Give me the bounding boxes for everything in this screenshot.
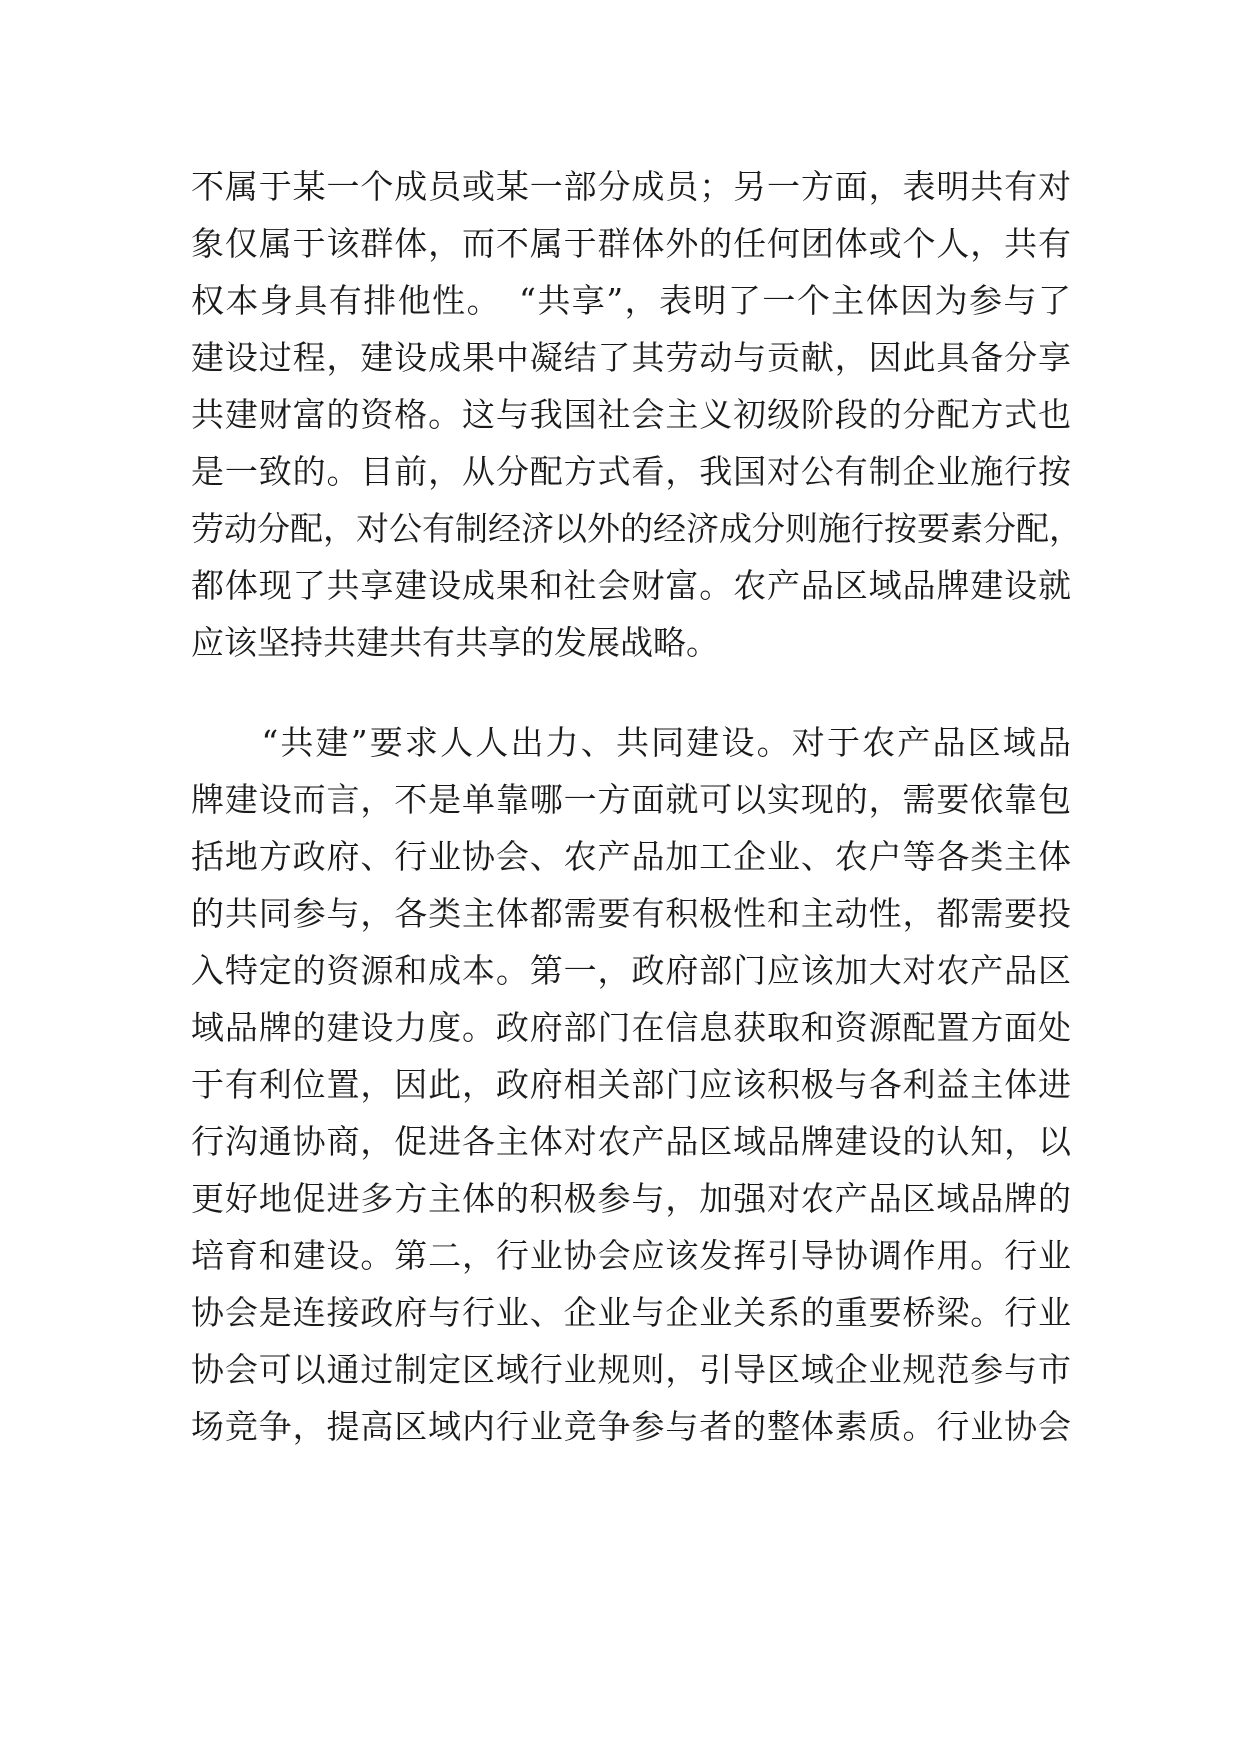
text-line: 协会可以通过制定区域行业规则，引导区域企业规范参与市 <box>191 1350 1071 1389</box>
text-line: 培育和建设。第二，行业协会应该发挥引导协调作用。行业 <box>191 1236 1071 1275</box>
text-line: 的共同参与，各类主体都需要有积极性和主动性，都需要投 <box>191 894 1071 933</box>
paragraph-1 <box>191 158 1082 671</box>
text-line: 括地方政府、行业协会、农产品加工企业、农户等各类主体 <box>191 837 1071 876</box>
text-line: 共建财富的资格。这与我国社会主义初级阶段的分配方式也 <box>191 395 1071 434</box>
text-line: 不属于某一个成员或某一部分成员；另一方面，表明共有对 <box>191 167 1071 206</box>
paragraph-spacer <box>191 671 1071 714</box>
paragraph-2 <box>191 714 1071 1455</box>
text-line: 权本身具有排他性。 “共享”，表明了一个主体因为参与了 <box>191 281 1071 320</box>
text-line: 是一致的。目前，从分配方式看，我国对公有制企业施行按 <box>191 452 1071 491</box>
text-line: 都体现了共享建设成果和社会财富。农产品区域品牌建设就 <box>191 566 1071 605</box>
document-body <box>191 158 1082 1455</box>
text-line: 入特定的资源和成本。第一，政府部门应该加大对农产品区 <box>191 951 1071 990</box>
text-line: 更好地促进多方主体的积极参与，加强对农产品区域品牌的 <box>191 1179 1071 1218</box>
text-line: 于有利位置，因此，政府相关部门应该积极与各利益主体进 <box>191 1065 1071 1104</box>
text-line: 应该坚持共建共有共享的发展战略。 <box>191 623 719 662</box>
text-line: 场竞争，提高区域内行业竞争参与者的整体素质。行业协会 <box>191 1407 1071 1446</box>
text-line: 域品牌的建设力度。政府部门在信息获取和资源配置方面处 <box>191 1008 1071 1047</box>
text-line: “共建”要求人人出力、共同建设。对于农产品区域品 <box>191 723 1071 762</box>
text-line: 牌建设而言，不是单靠哪一方面就可以实现的，需要依靠包 <box>191 780 1071 819</box>
text-line: 象仅属于该群体，而不属于群体外的任何团体或个人，共有 <box>191 224 1071 263</box>
text-line: 建设过程，建设成果中凝结了其劳动与贡献，因此具备分享 <box>191 338 1071 377</box>
text-line: 协会是连接政府与行业、企业与企业关系的重要桥梁。行业 <box>191 1293 1071 1332</box>
text-line: 行沟通协商，促进各主体对农产品区域品牌建设的认知，以 <box>191 1122 1071 1161</box>
text-line: 劳动分配，对公有制经济以外的经济成分则施行按要素分配， <box>191 509 1082 548</box>
